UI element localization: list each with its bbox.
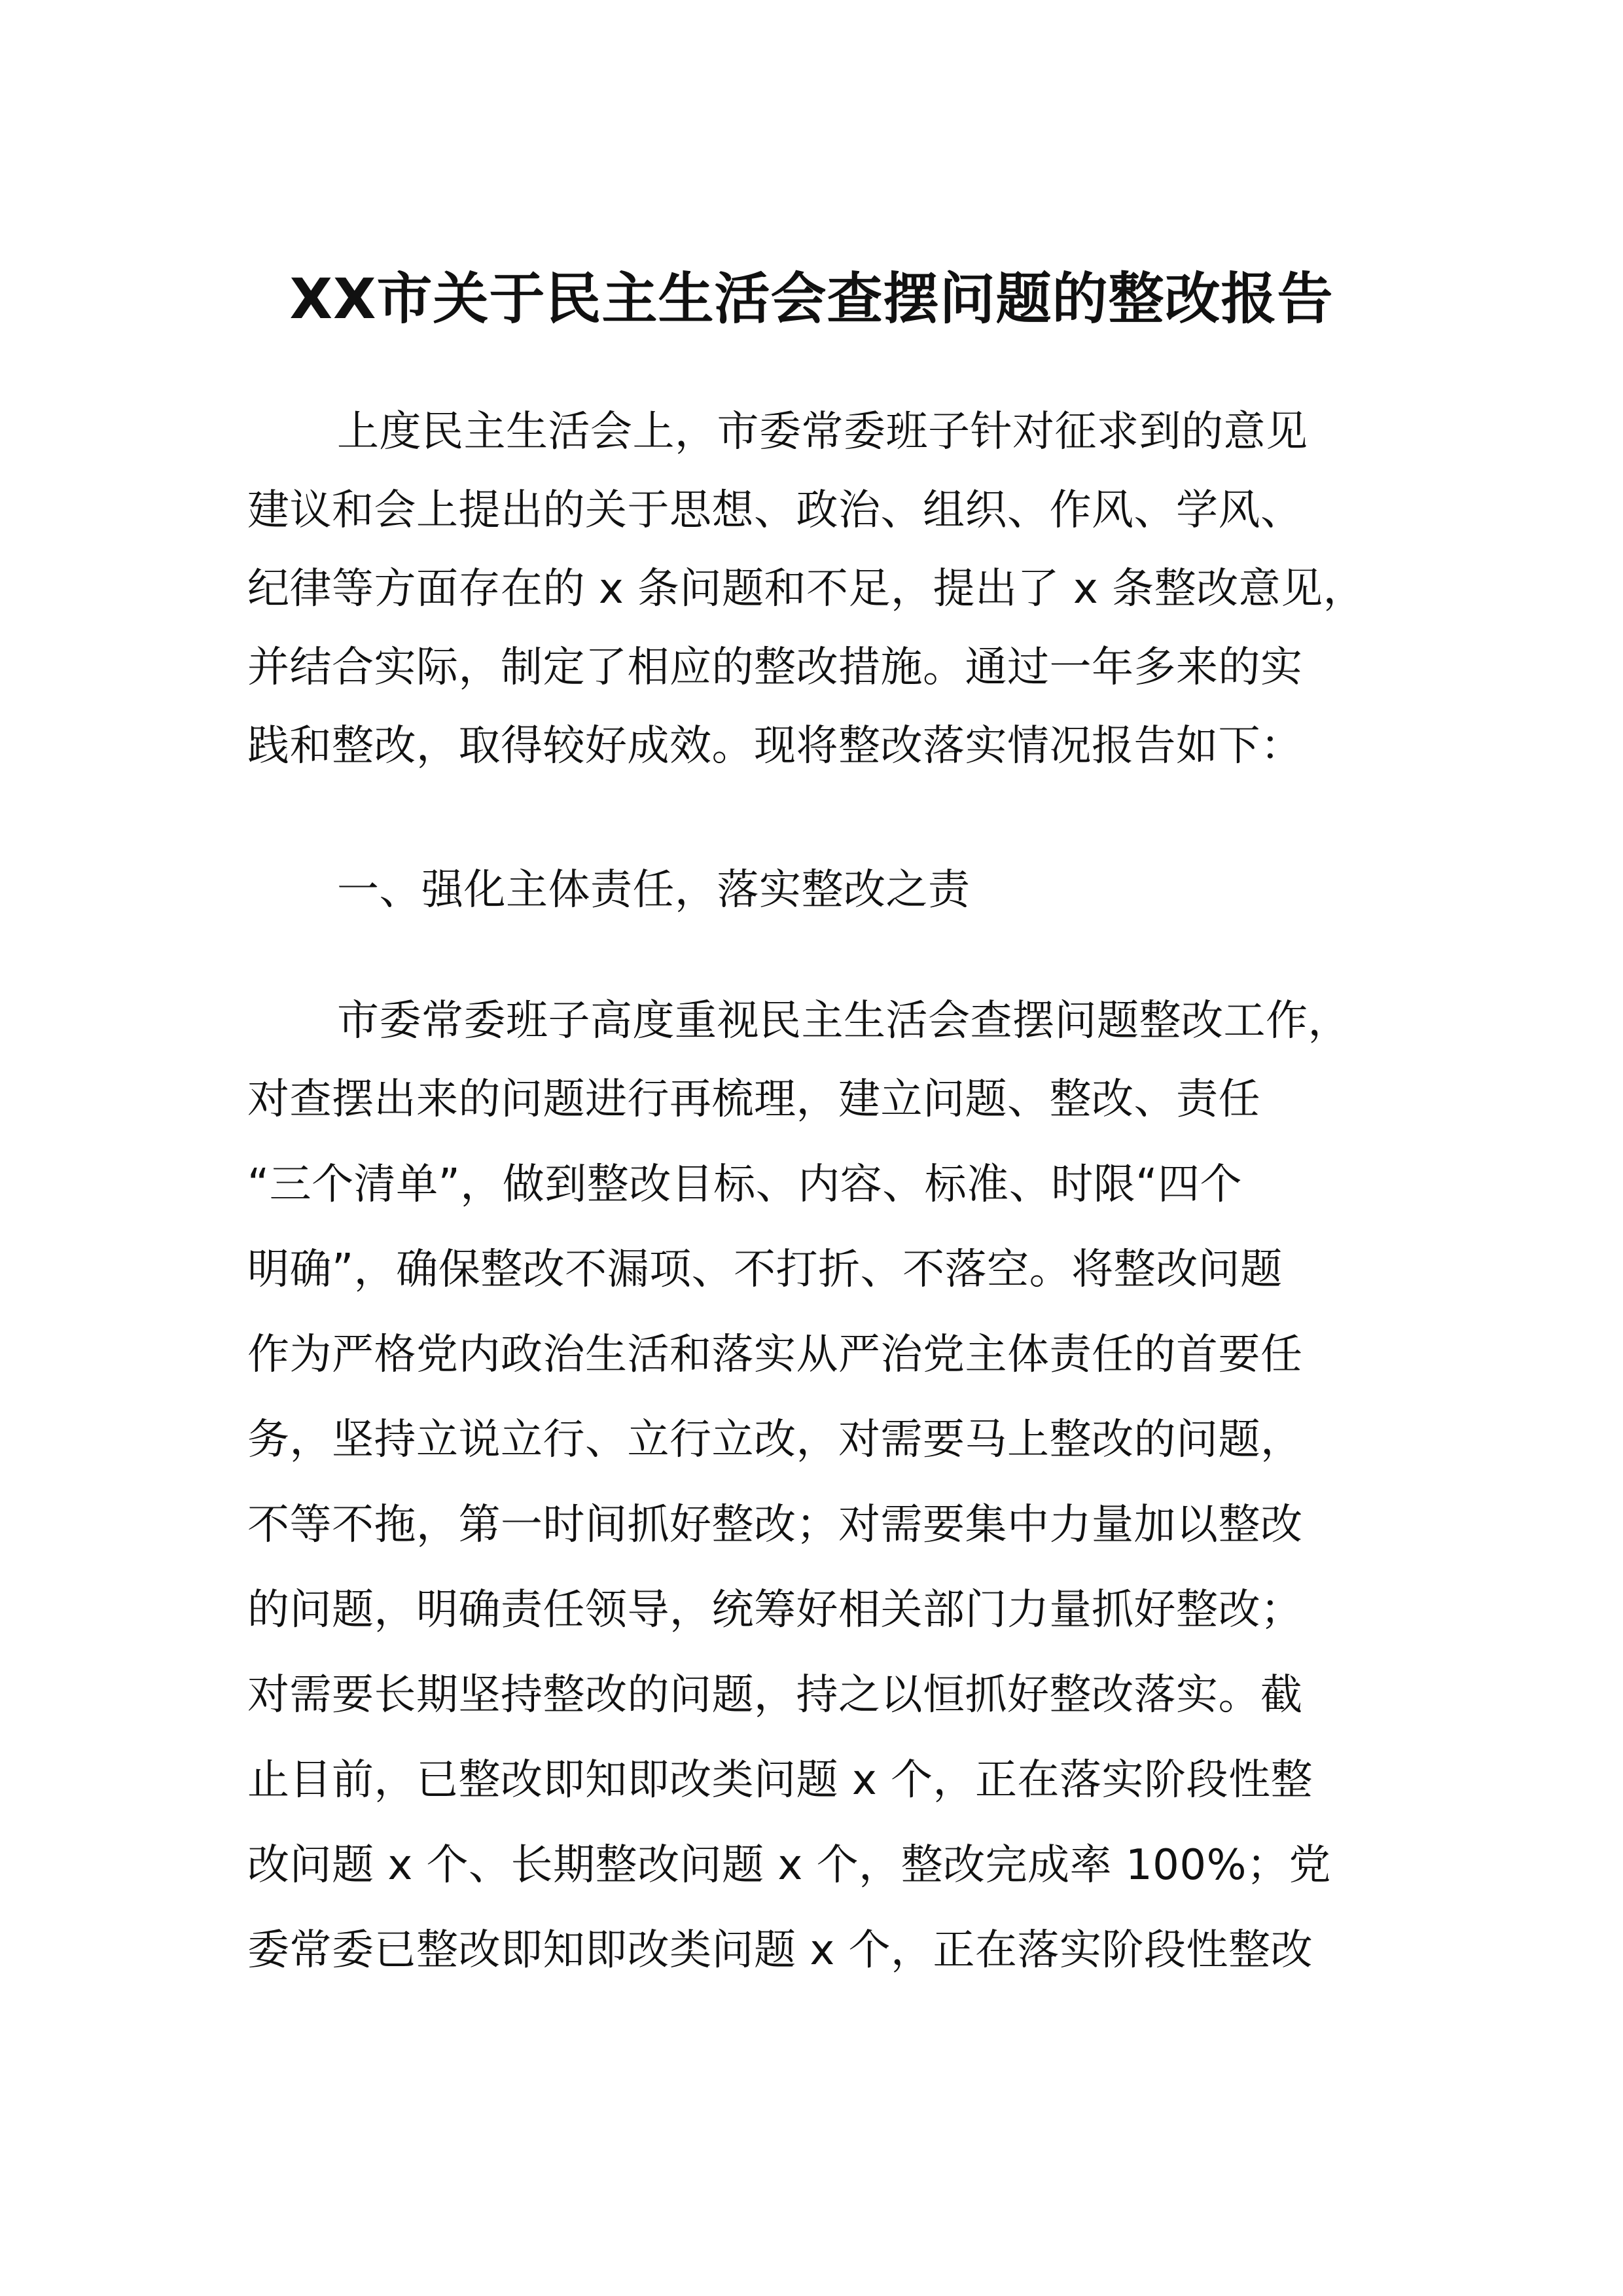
paragraph-1-line-1: 上度民主生活会上，市委常委班子针对征求到的意见 (337, 408, 1308, 456)
document-title: XX市关于民主生活会查摆问题的整改报告 (289, 267, 1334, 332)
paragraph-2-line-1: 市委常委班子高度重视民主生活会查摆问题整改工作， (337, 997, 1350, 1045)
paragraph-1-line-3: 纪律等方面存在的 x 条问题和不足，提出了 x 条整改意见， (247, 565, 1366, 613)
paragraph-2-line-5: 作为严格党内政治生活和落实从严治党主体责任的首要任 (247, 1331, 1303, 1379)
paragraph-2-line-10: 止目前，已整改即知即改类问题 x 个，正在落实阶段性整 (247, 1756, 1313, 1804)
paragraph-2-line-6: 务，坚持立说立行、立行立改，对需要马上整改的问题， (247, 1416, 1303, 1464)
paragraph-2-line-11: 改问题 x 个、长期整改问题 x 个，整改完成率 100%；党 (247, 1841, 1331, 1890)
paragraph-1-line-5: 践和整改，取得较好成效。现将整改落实情况报告如下： (247, 722, 1303, 770)
paragraph-2-line-3: “三个清单”，做到整改目标、内容、标准、时限“四个 (247, 1160, 1242, 1209)
paragraph-1-line-4: 并结合实际，制定了相应的整改措施。通过一年多来的实 (247, 643, 1303, 692)
section-heading-1: 一、强化主体责任，落实整改之责 (337, 866, 971, 914)
paragraph-1-line-2: 建议和会上提出的关于思想、政治、组织、作风、学风、 (247, 486, 1303, 535)
paragraph-2-line-2: 对查摆出来的问题进行再梳理，建立问题、整改、责任 (247, 1075, 1260, 1124)
paragraph-2-line-9: 对需要长期坚持整改的问题，持之以恒抓好整改落实。截 (247, 1671, 1303, 1719)
paragraph-2-line-8: 的问题，明确责任领导，统筹好相关部门力量抓好整改； (247, 1586, 1303, 1634)
paragraph-2-line-12: 委常委已整改即知即改类问题 x 个，正在落实阶段性整改 (247, 1926, 1313, 1975)
paragraph-2-line-4: 明确”，确保整改不漏项、不打折、不落空。将整改问题 (247, 1246, 1283, 1294)
paragraph-2-line-7: 不等不拖，第一时间抓好整改；对需要集中力量加以整改 (247, 1501, 1303, 1549)
